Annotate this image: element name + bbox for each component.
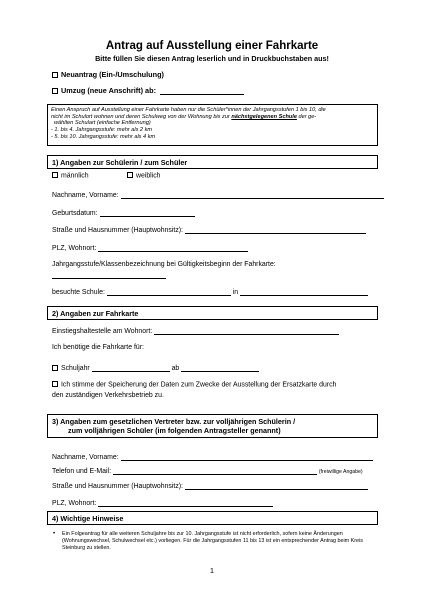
grade-row	[52, 261, 276, 268]
info-line: - 5. bis 10. Jahrgangsstufe: mehr als 4 km	[51, 133, 156, 140]
page-number: 1	[209, 566, 215, 575]
phone-label: Telefon und E-Mail:	[52, 468, 111, 475]
student-plz-field[interactable]	[98, 243, 248, 252]
form-title: Antrag auf Ausstellung einer Fahrkarte	[105, 40, 319, 52]
option-new-label: Neuantrag (Ein-/Umschulung)	[61, 70, 164, 79]
stop-row	[52, 326, 339, 335]
student-name-label: Nachname, Vorname:	[52, 192, 119, 199]
option-move[interactable]	[52, 86, 244, 95]
stop-label: Einstiegshaltestelle am Wohnort:	[52, 328, 153, 335]
grade-label: Jahrgangsstufe/Klassenbezeichnung bei Gültigkeitsbeginn der Fahrkarte:	[52, 261, 276, 268]
checkbox-female[interactable]	[127, 172, 133, 178]
school-row	[52, 287, 368, 296]
guardian-name-label: Nachname, Vorname:	[52, 454, 119, 461]
info-line	[51, 114, 374, 121]
guardian-street-row	[52, 481, 368, 490]
checkbox-male[interactable]	[52, 172, 58, 178]
student-street-row	[52, 225, 366, 234]
school-year-label[interactable]: Schuljahr	[61, 365, 90, 372]
info-text: der ge-	[296, 113, 317, 120]
student-street-field[interactable]	[185, 225, 366, 234]
from-date-field[interactable]	[181, 363, 259, 372]
note-bullet: •	[53, 531, 56, 537]
gender-male-option[interactable]	[52, 172, 89, 180]
section-1-heading: 1) Angaben zur Schülerin / zum Schüler	[47, 155, 378, 169]
info-line: Einen Anspruch auf Ausstellung einer Fahrkarte haben nur die Schüler*innen der Jahrgangsstufen 1 bis 10, die	[51, 107, 326, 113]
need-label: Ich benötige die Fahrkarte für:	[52, 344, 144, 351]
male-label: männlich	[61, 172, 89, 180]
info-text: nicht im Schulort wohnen und deren Schulweg von der Wohnung bis zur	[51, 113, 232, 120]
birthdate-row	[52, 208, 195, 217]
student-name-row	[52, 190, 384, 199]
guardian-plz-field[interactable]	[98, 498, 273, 507]
school-year-field[interactable]	[92, 363, 170, 372]
guardian-plz-label: PLZ, Wohnort:	[52, 500, 97, 507]
eligibility-info-box	[47, 104, 378, 146]
info-line: - 1. bis 4. Jahrgangsstufe: mehr als 2 km	[51, 127, 153, 134]
info-line: wählten Schulart (einfache Entfernung)	[54, 120, 151, 127]
need-row	[52, 344, 144, 351]
consent-text-continued: den zuständigen Verkehrsbetrieb zu.	[52, 392, 164, 399]
form-subtitle: Bitte füllen Sie diesen Antrag leserlich und in Druckbuchstaben aus!	[95, 54, 329, 63]
guardian-street-label: Straße und Hausnummer (Hauptwohnsitz):	[52, 483, 183, 490]
section-3-heading-line1: 3) Angaben zum gesetzlichen Vertreter bzw. zur volljährigen Schülerin /	[52, 416, 296, 426]
school-year-row	[52, 363, 259, 372]
guardian-name-row	[52, 452, 373, 461]
move-date-field[interactable]	[160, 86, 244, 95]
school-city-field[interactable]	[240, 287, 368, 296]
checkbox-new-application[interactable]	[52, 72, 58, 78]
info-emphasis: nächstgelegenen Schule	[231, 113, 297, 120]
grade-field[interactable]	[52, 270, 166, 279]
checkbox-consent[interactable]	[52, 381, 58, 387]
from-label: ab	[171, 365, 180, 372]
guardian-street-field[interactable]	[185, 481, 368, 490]
student-name-field[interactable]	[121, 190, 384, 199]
checkbox-move[interactable]	[52, 88, 58, 94]
birthdate-field[interactable]	[100, 208, 195, 217]
female-label: weiblich	[136, 172, 161, 180]
school-field[interactable]	[107, 287, 231, 296]
guardian-name-field[interactable]	[121, 452, 373, 461]
option-move-label: Umzug (neue Anschrift) ab:	[61, 86, 156, 95]
guardian-plz-row	[52, 498, 273, 507]
consent-text: Ich stimme der Speicherung der Daten zum Zwecke der Ausstellung der Ersatzkarte durch	[61, 381, 337, 389]
gender-female-option[interactable]	[127, 172, 161, 180]
section-3-heading-line2: zum volljährigen Schüler (im folgenden Antragsteller genannt)	[68, 425, 281, 435]
consent-row[interactable]	[52, 381, 336, 389]
option-new-application[interactable]	[52, 70, 164, 79]
grade-field-row	[52, 270, 166, 279]
school-in-label: in	[232, 289, 239, 296]
school-label: besuchte Schule:	[52, 289, 105, 296]
phone-row	[52, 466, 363, 475]
stop-field[interactable]	[154, 326, 339, 335]
student-plz-label: PLZ, Wohnort:	[52, 245, 97, 252]
section-4-heading: 4) Wichtige Hinweise	[47, 511, 378, 525]
checkbox-school-year[interactable]	[52, 365, 58, 371]
optional-note: (freiwillige Angabe)	[318, 469, 363, 475]
phone-field[interactable]	[113, 466, 317, 475]
section-3-heading	[47, 414, 378, 438]
student-street-label: Straße und Hausnummer (Hauptwohnsitz):	[52, 227, 183, 234]
important-note: Ein Folgeantrag für alle weiteren Schuljahre bis zur 10. Jahrgangsstufe ist nicht erforderlich, sofern keine Änderungen (Wohnungswechsel, Schulwechsel etc.) vorliegen. Für die Jahrgangsstufen 11 bis 13 ist ein entsprechender Antrag beim Kreis Steinburg zu stellen.	[62, 531, 363, 551]
consent-row-continued	[52, 392, 164, 399]
student-plz-row	[52, 243, 248, 252]
section-2-heading: 2) Angaben zur Fahrkarte	[47, 306, 378, 320]
birthdate-label: Geburtsdatum:	[52, 210, 98, 217]
